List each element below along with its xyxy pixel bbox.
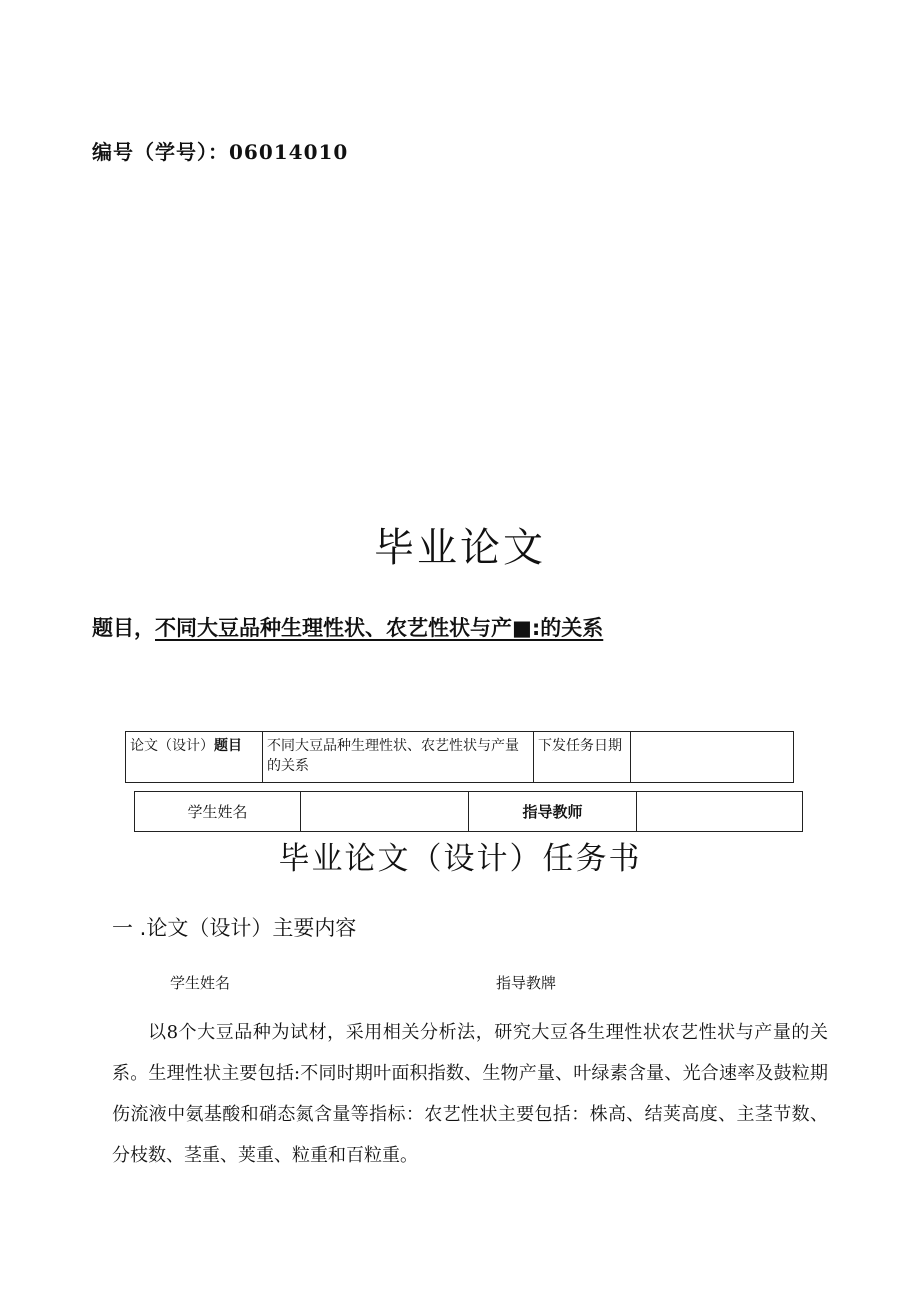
thesis-info-table	[125, 731, 794, 783]
student-number-value: 06014010	[229, 140, 349, 164]
main-content-paragraph: 以8个大豆品种为试材，采用相关分析法，研究大豆各生理性状农艺性状与产量的关系。生理性状主要包括:不同时期叶面积指数、生物产量、叶绿素含量、光合速率及鼓粒期伤流液中氨基酸和硝态氮含量等指标：农艺性状主要包括：株高、结荚高度、主茎节数、分枝数、茎重、荚重、粒重和百粒重。	[112, 1022, 828, 1166]
assignment-date-label-cell: 下发任务日期	[534, 732, 631, 783]
student-number-label: 编号（学号）：	[92, 140, 229, 164]
student-number-line	[92, 136, 348, 165]
thesis-title-heading: 毕业论文	[374, 525, 546, 571]
thesis-title-label-cell	[126, 732, 263, 783]
thesis-title-label-part2: 题目	[214, 738, 242, 754]
section-heading-main-content: 一 .论文（设计）主要内容	[112, 916, 357, 940]
assignment-date-value-cell	[631, 732, 794, 783]
thesis-title-label-part1: 论文（设计）	[130, 738, 214, 754]
subject-line	[92, 612, 603, 642]
signature-advisor-label: 指导教牌	[496, 974, 557, 992]
student-advisor-table	[134, 791, 803, 832]
advisor-label-cell: 指导教师	[469, 792, 637, 832]
thesis-title-value-cell: 不同大豆品种生理性状、农艺性状与产量的关系	[263, 732, 534, 783]
task-book-title: 毕业论文（设计）任务书	[278, 841, 642, 877]
main-content-body	[112, 1012, 828, 1176]
signature-student-label: 学生姓名	[170, 974, 231, 992]
student-name-label-cell: 学生姓名	[135, 792, 301, 832]
advisor-value-cell	[637, 792, 803, 832]
subject-label: 题目，	[92, 616, 155, 640]
student-name-value-cell	[301, 792, 469, 832]
subject-value: 不同大豆品种生理性状、农艺性状与产■:的关系	[155, 616, 604, 640]
